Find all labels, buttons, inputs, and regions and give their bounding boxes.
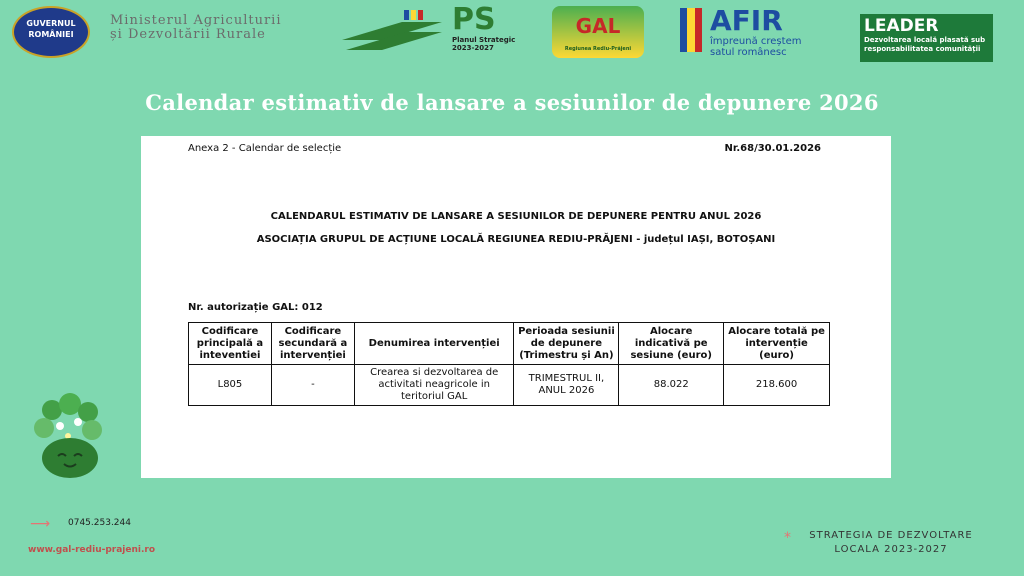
column-header: Codificare principală a inteventiei (189, 323, 272, 365)
strategy-line2: LOCALA 2023-2027 (834, 544, 948, 555)
column-header: Alocare indicativă pe sesiune (euro) (619, 323, 724, 365)
afir-sub2: satul românesc (710, 47, 787, 58)
government-seal-logo (12, 6, 90, 58)
annex-label: Anexa 2 - Calendar de selecție (188, 143, 342, 154)
document-number: Nr.68/30.01.2026 (724, 143, 821, 154)
leader-title: LEADER (864, 16, 939, 36)
ps-sub2: 2023-2027 (452, 44, 494, 52)
column-header: Codificare secundară a intervenției (271, 323, 354, 365)
column-header: Denumirea intervenției (354, 323, 514, 365)
leader-sub: Dezvoltarea locală plasată sub responsabilitatea comunității (864, 36, 986, 53)
footer-strategy (806, 529, 976, 557)
seal-text: GUVERNUL ROMÂNIEI (26, 19, 76, 39)
gal-logo (552, 6, 644, 58)
column-header: Perioada sesiunii de depunere (Trimestru și An) (514, 323, 619, 365)
table-cell: 218.600 (724, 365, 830, 406)
footer-website: www.gal-rediu-prajeni.ro (28, 545, 156, 555)
gal-sub: Regiunea Rediu-Prăjeni (564, 46, 632, 52)
arrow-right-icon: ⟶ (30, 516, 51, 532)
ps-stripes-icon (342, 10, 442, 54)
table-cell: - (271, 365, 354, 406)
slide-title: Calendar estimativ de lansare a sesiunilor de depunere 2026 (145, 90, 879, 115)
strategy-line1: STRATEGIA DE DEZVOLTARE (809, 530, 973, 541)
column-header: Alocare totală pe intervenție (euro) (724, 323, 830, 365)
ministry-logo (110, 14, 281, 42)
ministry-line1: Ministerul Agriculturii (110, 13, 282, 28)
table-cell: L805 (189, 365, 272, 406)
calendar-table (188, 322, 830, 406)
table-cell: TRIMESTRUL II, ANUL 2026 (514, 365, 619, 406)
ps-sub1: Planul Strategic (452, 36, 516, 44)
document-page (141, 136, 891, 478)
footer-phone: 0745.253.244 (68, 518, 131, 528)
table-cell: Crearea si dezvoltarea de activitati neagricole in teritoriul GAL (354, 365, 514, 406)
document-subheading: ASOCIAȚIA GRUPUL DE ACȚIUNE LOCALĂ REGIUNEA REDIU-PRĂJENI - județul IAȘI, BOTOȘANI (256, 234, 776, 245)
gal-title: GAL (575, 14, 621, 38)
ministry-line2: și Dezvoltării Rurale (110, 27, 266, 42)
afir-logo (710, 6, 801, 58)
table-cell: 88.022 (619, 365, 724, 406)
asterisk-icon: * (784, 530, 791, 546)
afir-title: AFIR (710, 4, 783, 37)
clover-mascot-icon (30, 392, 108, 482)
afir-sub1: împreună creștem (710, 36, 802, 47)
leader-logo (860, 14, 993, 62)
ps-title: PS (452, 2, 496, 37)
table-row (189, 365, 830, 406)
authorization-number: Nr. autorizație GAL: 012 (188, 302, 323, 313)
table-header-row (189, 323, 830, 365)
afir-emblem-icon (680, 8, 702, 52)
header-logos (0, 0, 1024, 72)
ps-logo (452, 4, 515, 52)
document-heading: CALENDARUL ESTIMATIV DE LANSARE A SESIUNILOR DE DEPUNERE PENTRU ANUL 2026 (270, 211, 762, 222)
